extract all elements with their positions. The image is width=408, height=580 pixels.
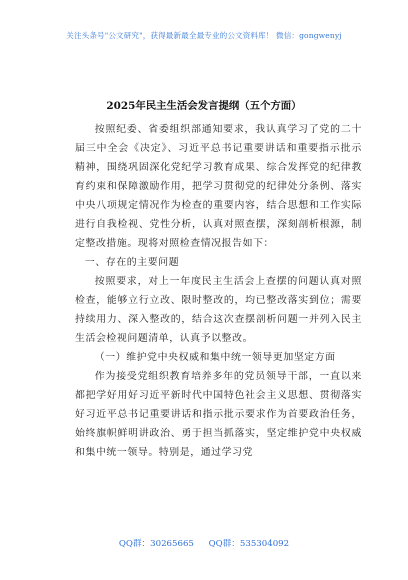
subsection-paragraph-party-authority: 作为接受党组织教育培养多年的党员领导干部，一直以来都把学好用好习近平新时代中国特色社会主义思想、贯彻落实好习近平总书记重要讲话和指示批示要求作为首要政治任务，始终旗帜鲜明讲政治、勇于担当抓落实，坚定维护党中央权威和集中统一领导。特别是，通过学习党 xyxy=(75,371,362,458)
footer-qq-group-2: QQ群：535304092 xyxy=(208,539,290,549)
document-body xyxy=(75,120,362,462)
section-heading-problems: 一、存在的主要问题 xyxy=(84,257,180,268)
document-title: 2025年民主生活会发言提纲（五个方面） xyxy=(106,100,302,112)
intro-paragraph: 按照纪委、省委组织部通知要求，我认真学习了党的二十届三中全会《决定》、习近平总书记重要讲话和重要指示批示精神，围绕巩固深化党纪学习教育成果、综合发挥党的纪律教育约束和保障激励作用，把学习贯彻党的纪律处分条例、落实中央八项规定情况作为检查的重要内容，结合思想和工作实际进行自我检视、党性分析，认真对照查摆，深刻剖析根源，制定整改措施。现将对照检查情况报告如下： xyxy=(75,124,362,249)
footer-qq-groups xyxy=(0,537,408,549)
footer-qq-group-1: QQ群：30265665 xyxy=(118,539,194,549)
header-promo-note: 关注头条号"公文研究"，获得最新最全最专业的公文资料库！ 微信：gongwenyj xyxy=(66,31,342,40)
section-paragraph-problems: 按照要求，对上一年度民主生活会上查摆的问题认真对照检查，能够立行立改、限时整改的，均已整改落实到位；需要持续用力、深入整改的，结合这次查摆剖析问题一并列入民主生活会检视问题清单，认真予以整改。 xyxy=(75,276,362,344)
subsection-heading-party-authority: （一）维护党中央权威和集中统一领导更加坚定方面 xyxy=(94,352,336,363)
